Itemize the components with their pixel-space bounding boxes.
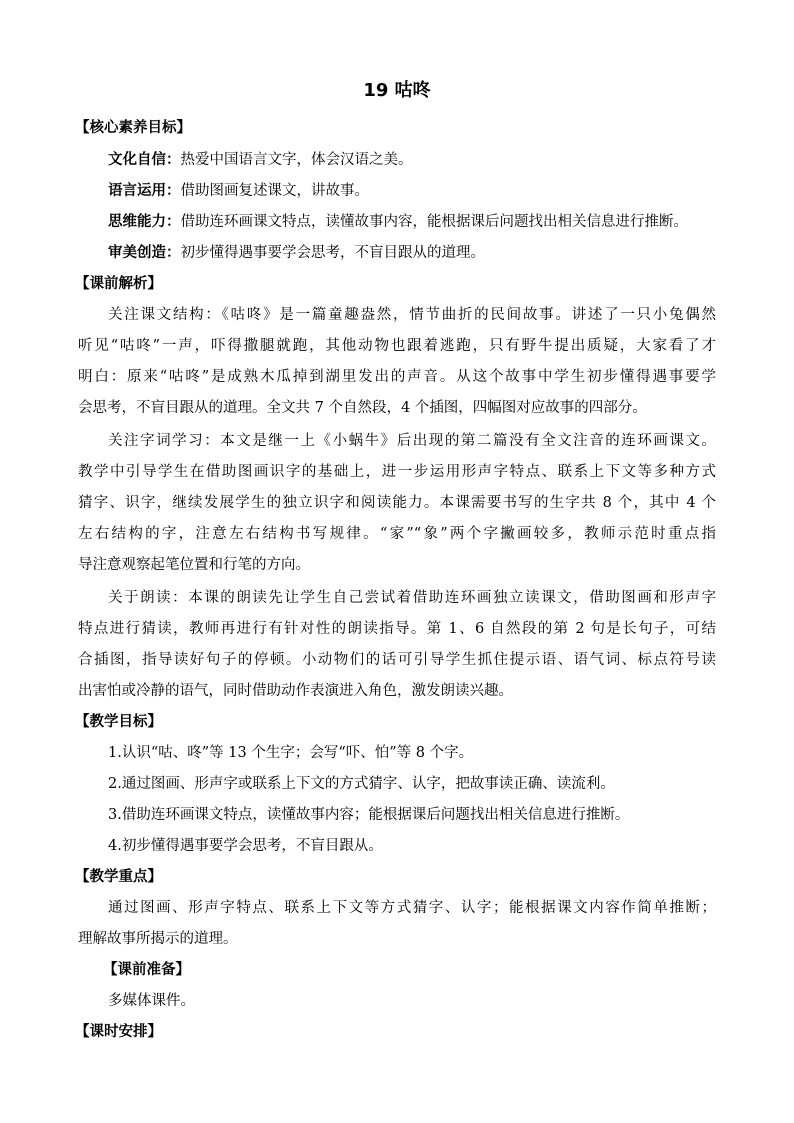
focus-line: 理解故事所揭示的道理。 bbox=[78, 931, 238, 947]
core-item bbox=[108, 181, 369, 201]
paragraph-line: 合插图，指导读好句子的停顿。小动物们的话可引导学生抓住提示语、语气词、标点符号读 bbox=[78, 652, 716, 668]
section-heading-goals: 【教学目标】 bbox=[75, 714, 162, 730]
paragraph-line: 左右结构的字，注意左右结构书写规律。“家”“象”两个字撇画较多，教师示范时重点指 bbox=[78, 526, 716, 542]
paragraph-line: 出害怕或冷静的语气，同时借助动作表演进入角色，激发朗读兴趣。 bbox=[78, 683, 513, 699]
core-item-text: 借助图画复述课文，讲故事。 bbox=[180, 183, 369, 199]
section-heading-analysis: 【课前解析】 bbox=[75, 276, 162, 292]
core-item bbox=[108, 243, 485, 263]
goal-item: 1.认识“咕、咚”等 13 个生字；会写“吓、怕”等 8 个字。 bbox=[108, 745, 474, 761]
goal-item: 2.通过图画、形声字或联系上下文的方式猜字、认字，把故事读正确、读流利。 bbox=[108, 776, 615, 792]
section-heading-prep: 【课前准备】 bbox=[103, 962, 190, 978]
section-heading-focus: 【教学重点】 bbox=[75, 869, 162, 885]
focus-line: 通过图画、形声字特点、联系上下文等方式猜字、认字；能根据课文内容作简单推断； bbox=[108, 900, 716, 916]
core-item-label: 语言运用： bbox=[108, 183, 181, 199]
core-item-text: 热爱中国语言文字，体会汉语之美。 bbox=[180, 152, 413, 168]
section-heading-core: 【核心素养目标】 bbox=[75, 120, 191, 136]
paragraph-line: 教学中引导学生在借助图画识字的基础上，进一步运用形声字特点、联系上下文等多种方式 bbox=[78, 464, 716, 480]
core-item bbox=[108, 150, 413, 170]
core-item-label: 审美创造： bbox=[108, 245, 181, 261]
page-title: 19 咕咚 bbox=[363, 80, 431, 101]
paragraph-line: 猜字、识字，继续发展学生的独立识字和阅读能力。本课需要书写的生字共 8 个，其中 4 个 bbox=[78, 495, 716, 511]
paragraph-line: 关注字词学习：本文是继一上《小蜗牛》后出现的第二篇没有全文注音的连环画课文。 bbox=[108, 433, 716, 449]
core-item-text: 借助连环画课文特点，读懂故事内容，能根据课后问题找出相关信息进行推断。 bbox=[180, 214, 688, 230]
prep-text: 多媒体课件。 bbox=[108, 993, 195, 1009]
paragraph-line: 导注意观察起笔位置和行笔的方向。 bbox=[78, 557, 310, 573]
paragraph-line: 会思考，不盲目跟从的道理。全文共 7 个自然段，4 个插图，四幅图对应故事的四部分。 bbox=[78, 400, 647, 416]
paragraph-line: 关于朗读：本课的朗读先让学生自己尝试着借助连环画独立读课文，借助图画和形声字 bbox=[108, 590, 716, 606]
goal-item: 4.初步懂得遇事要学会思考，不盲目跟从。 bbox=[108, 838, 383, 854]
section-heading-schedule: 【课时安排】 bbox=[75, 1024, 162, 1040]
core-item-label: 文化自信： bbox=[108, 152, 181, 168]
paragraph-line: 听见“咕咚”一声，吓得撒腿就跑，其他动物也跟着逃跑，只有野牛提出质疑，大家看了才 bbox=[78, 338, 716, 354]
goal-item: 3.借助连环画课文特点，读懂故事内容；能根据课后问题找出相关信息进行推断。 bbox=[108, 807, 630, 823]
paragraph-line: 明白：原来“咕咚”是成熟木瓜掉到湖里发出的声音。从这个故事中学生初步懂得遇事要学 bbox=[78, 369, 716, 385]
paragraph-line: 特点进行猜读，教师再进行有针对性的朗读指导。第 1、6 自然段的第 2 句是长句子，可结 bbox=[78, 621, 716, 637]
paragraph-line: 关注课文结构：《咕咚》是一篇童趣盎然，情节曲折的民间故事。讲述了一只小兔偶然 bbox=[108, 307, 716, 323]
core-item bbox=[108, 212, 688, 232]
core-item-text: 初步懂得遇事要学会思考，不盲目跟从的道理。 bbox=[180, 245, 485, 261]
core-item-label: 思维能力： bbox=[108, 214, 181, 230]
